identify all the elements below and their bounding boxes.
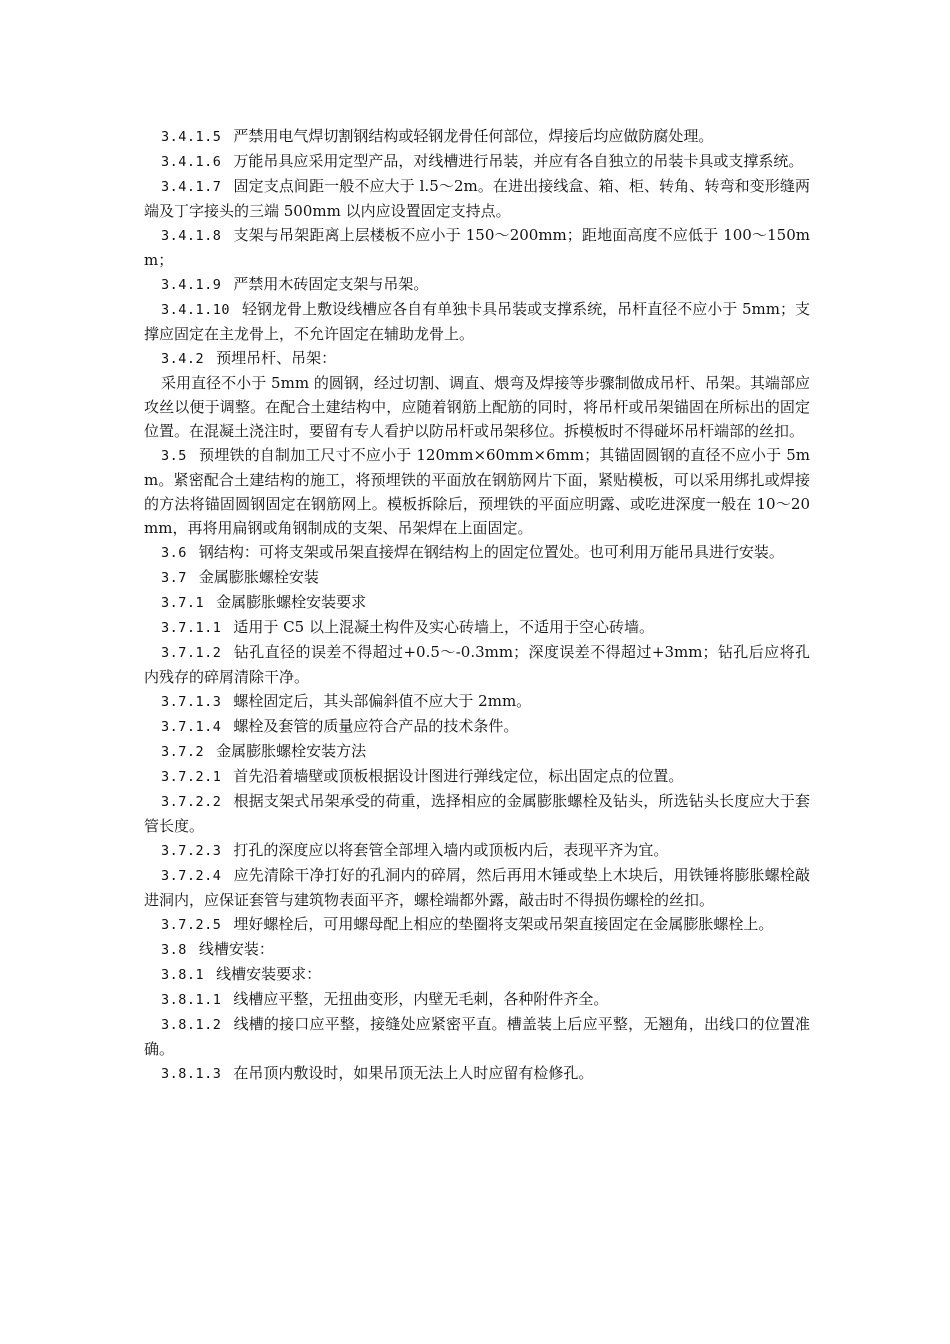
paragraph: [144, 1012, 810, 1061]
paragraph-text: 严禁用木砖固定支架与吊架。: [233, 275, 429, 293]
paragraph-text: 线槽应平整，无扭曲变形，内壁无毛刺，各种附件齐全。: [233, 990, 609, 1008]
paragraph: [144, 714, 810, 739]
paragraph: [144, 838, 810, 863]
paragraph: [144, 789, 810, 838]
section-number: 3.7.2: [161, 744, 205, 760]
section-number: 3.7: [161, 570, 187, 586]
section-number: 3.7.1: [161, 595, 205, 611]
paragraph-text: 支架与吊架距离上层楼板不应小于 150～200mm；距地面高度不应低于 100～150mm；: [144, 226, 810, 269]
paragraph: [144, 297, 810, 346]
paragraph: [144, 987, 810, 1012]
section-number: 3.4.2: [161, 351, 205, 367]
paragraph-text: 金属膨胀螺栓安装: [198, 568, 319, 586]
paragraph-text: 根据支架式吊架承受的荷重，选择相应的金属膨胀螺栓及钻头，所选钻头长度应大于套管长度。: [144, 792, 810, 835]
section-number: 3.6: [161, 545, 187, 561]
section-number: 3.4.1.10: [161, 302, 231, 318]
paragraph-text: 埋好螺栓后，可用螺母配上相应的垫圈将支架或吊架直接固定在金属膨胀螺栓上。: [233, 915, 774, 933]
paragraph-text: 线槽安装要求：: [216, 965, 322, 983]
paragraph: [144, 565, 810, 590]
paragraph: [144, 962, 810, 987]
paragraph: [144, 540, 810, 565]
section-number: 3.5: [161, 448, 187, 464]
paragraph-text: 预埋铁的自制加工尺寸不应小于 120mm×60mm×6mm；其锚固圆钢的直径不应小于 5mm。紧密配合土建结构的施工，将预埋铁的平面放在钢筋网片下面，紧贴模板，可以采用绑扎或焊接的方法将锚固圆钢固定在钢筋网上。模板拆除后，预埋铁的平面应明露、或吃进深度一般在 10～20mm，再将用扁钢或角钢制成的支架、吊架焊在上面固定。: [144, 446, 810, 537]
paragraph-text: 严禁用电气焊切割钢结构或轻钢龙骨任何部位，焊接后均应做防腐处理。: [233, 127, 714, 145]
paragraph-text: 万能吊具应采用定型产品，对线槽进行吊装，并应有各自独立的吊装卡具或支撑系统。: [233, 152, 804, 170]
paragraph-text: 首先沿着墙壁或顶板根据设计图进行弹线定位，标出固定点的位置。: [233, 767, 684, 785]
paragraph-text: 预埋吊杆、吊架：: [216, 349, 337, 367]
paragraph: [144, 272, 810, 297]
section-number: 3.4.1.6: [161, 154, 222, 170]
paragraph-text: 采用直径不小于 5mm 的圆钢，经过切割、调直、煨弯及焊接等步骤制做成吊杆、吊架。其端部应攻丝以便于调整。在配合土建结构中，应随着钢筋上配筋的同时，将吊杆或吊架锚固在所标出的固定位置。在混凝土浇注时，要留有专人看护以防吊杆或吊架移位。拆模板时不得碰坏吊杆端部的丝扣。: [144, 374, 810, 440]
section-number: 3.7.2.5: [161, 917, 222, 933]
paragraph-text: 适用于 C5 以上混凝土构件及实心砖墙上，不适用于空心砖墙。: [233, 618, 654, 636]
paragraph-text: 钢结构：可将支架或吊架直接焊在钢结构上的固定位置处。也可利用万能吊具进行安装。: [198, 543, 784, 561]
paragraph: [144, 912, 810, 937]
paragraph: [144, 124, 810, 149]
paragraph-text: 螺栓固定后，其头部偏斜值不应大于 2mm。: [233, 692, 532, 710]
paragraph: [144, 937, 810, 962]
section-number: 3.8: [161, 942, 187, 958]
section-number: 3.8.1.3: [161, 1066, 222, 1082]
section-number: 3.8.1.1: [161, 992, 222, 1008]
paragraph-text: 金属膨胀螺栓安装要求: [216, 593, 367, 611]
section-number: 3.7.1.3: [161, 694, 222, 710]
section-number: 3.4.1.9: [161, 277, 222, 293]
section-number: 3.7.1.2: [161, 645, 222, 661]
section-number: 3.7.2.2: [161, 794, 222, 810]
paragraph: [144, 371, 810, 443]
section-number: 3.4.1.5: [161, 129, 222, 145]
paragraph: [144, 863, 810, 912]
section-number: 3.7.1.4: [161, 719, 222, 735]
section-number: 3.7.2.1: [161, 769, 222, 785]
paragraph: [144, 689, 810, 714]
paragraph-text: 轻钢龙骨上敷设线槽应各自有单独卡具吊装或支撑系统，吊杆直径不应小于 5mm；支撑应固定在主龙骨上，不允许固定在辅助龙骨上。: [144, 300, 810, 343]
paragraph: [144, 764, 810, 789]
section-number: 3.4.1.7: [161, 179, 222, 195]
paragraph-text: 线槽安装：: [198, 940, 274, 958]
paragraph: [144, 223, 810, 272]
paragraph: [144, 615, 810, 640]
document-body: [144, 124, 810, 1086]
paragraph: [144, 346, 810, 371]
paragraph-text: 固定支点间距一般不应大于 l.5～2m。在进出接线盒、箱、柜、转角、转弯和变形缝两端及丁字接头的三端 500mm 以内应设置固定支持点。: [144, 177, 810, 220]
section-number: 3.4.1.8: [161, 228, 222, 244]
paragraph: [144, 640, 810, 689]
paragraph-text: 线槽的接口应平整，接缝处应紧密平直。槽盖装上后应平整，无翘角，出线口的位置准确。: [144, 1015, 810, 1058]
paragraph-text: 在吊顶内敷设时，如果吊顶无法上人时应留有检修孔。: [233, 1064, 594, 1082]
paragraph-text: 应先清除干净打好的孔洞内的碎屑，然后再用木锤或垫上木块后，用铁锤将膨胀螺栓敲进洞内，应保证套管与建筑物表面平齐，螺栓端都外露，敲击时不得损伤螺栓的丝扣。: [144, 866, 810, 909]
paragraph: [144, 174, 810, 223]
section-number: 3.7.2.4: [161, 868, 222, 884]
section-number: 3.7.1.1: [161, 620, 222, 636]
section-number: 3.8.1: [161, 967, 205, 983]
paragraph: [144, 590, 810, 615]
paragraph-text: 钻孔直径的误差不得超过+0.5～-0.3mm；深度误差不得超过+3mm；钻孔后应将孔内残存的碎屑清除干净。: [144, 643, 810, 686]
paragraph-text: 金属膨胀螺栓安装方法: [216, 742, 367, 760]
paragraph-text: 打孔的深度应以将套管全部埋入墙内或顶板内后，表现平齐为宜。: [233, 841, 669, 859]
paragraph: [144, 443, 810, 540]
paragraph-text: 螺栓及套管的质量应符合产品的技术条件。: [233, 717, 519, 735]
paragraph: [144, 739, 810, 764]
section-number: 3.7.2.3: [161, 843, 222, 859]
section-number: 3.8.1.2: [161, 1017, 222, 1033]
paragraph: [144, 149, 810, 174]
paragraph: [144, 1061, 810, 1086]
